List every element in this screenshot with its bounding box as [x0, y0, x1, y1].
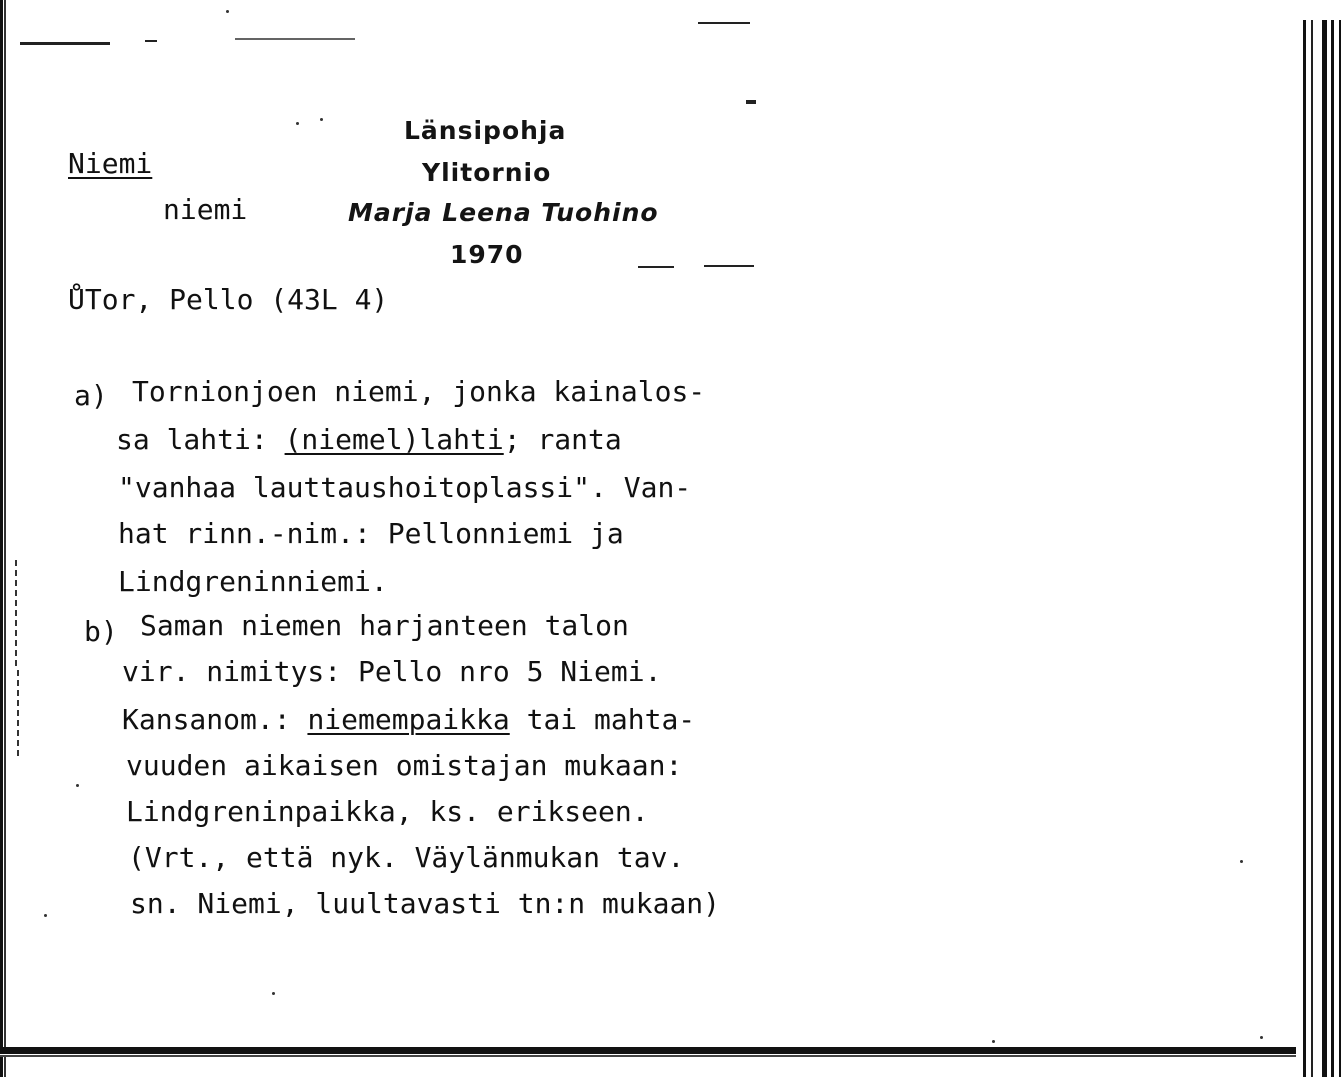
scan-speck [296, 122, 299, 125]
scan-speck [1260, 1036, 1263, 1039]
entry-b-marker: b) [84, 615, 118, 648]
region-stamp: Länsipohja [404, 116, 567, 145]
year-stamp: 1970 [450, 240, 524, 269]
entry-a-line: "vanhaa lauttaushoitoplassi". Van- [118, 471, 692, 504]
scan-edge-right [1295, 20, 1341, 1077]
entry-b-line: Lindgreninpaikka, ks. erikseen. [126, 795, 649, 828]
entry-a-line: hat rinn.-nim.: Pellonniemi ja [118, 517, 624, 550]
scan-mid-line [638, 266, 674, 268]
scan-mid-line [704, 265, 754, 267]
scan-speck [1240, 860, 1243, 863]
collector-stamp: Marja Leena Tuohino [348, 198, 659, 227]
scan-perforation-mark [17, 670, 19, 760]
entry-b-line: vuuden aikaisen omistajan mukaan: [126, 749, 683, 782]
scan-top-line [145, 40, 157, 42]
scan-top-line [698, 22, 750, 24]
location-reference: ŮTor, Pello (43L 4) [68, 283, 389, 316]
entry-b-line: Kansanom.: niemempaikka tai mahta- [122, 703, 696, 736]
entry-a-marker: a) [74, 379, 108, 412]
entry-a-term: (niemel)lahti [284, 423, 504, 456]
parish-stamp: Ylitornio [422, 158, 552, 187]
scan-speck [320, 118, 323, 121]
scan-speck [44, 914, 47, 917]
scan-speck [76, 784, 79, 787]
entry-b-line: sn. Niemi, luultavasti tn:n mukaan) [130, 887, 721, 920]
scan-speck [746, 100, 756, 104]
scan-top-line [235, 38, 355, 40]
entry-a-line: Tornionjoen niemi, jonka kainalos- [132, 375, 706, 408]
entry-b-line: (Vrt., että nyk. Väylänmukan tav. [128, 841, 685, 874]
entry-a-line: Lindgreninniemi. [118, 565, 388, 598]
scan-top-line [20, 42, 110, 45]
scan-speck [992, 1040, 995, 1043]
entry-b-line: vir. nimitys: Pello nro 5 Niemi. [122, 655, 662, 688]
scan-speck [272, 992, 275, 995]
scan-perforation-mark [15, 560, 17, 670]
entry-b-term: niemempaikka [307, 703, 510, 736]
scan-edge-bottom [0, 1047, 1296, 1059]
subword: niemi [163, 193, 248, 226]
entry-b-line: Saman niemen harjanteen talon [140, 609, 629, 642]
entry-a-line: sa lahti: (niemel)lahti; ranta [116, 423, 622, 456]
headword: Niemi [68, 147, 153, 180]
scan-edge-left [0, 0, 7, 1077]
scan-speck [226, 10, 229, 13]
